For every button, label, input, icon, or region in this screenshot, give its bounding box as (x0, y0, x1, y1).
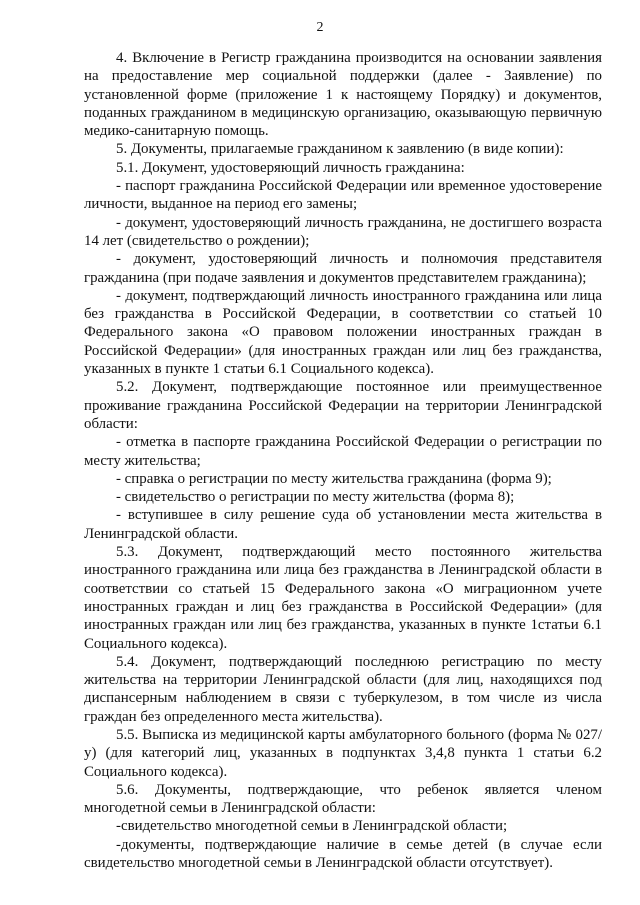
page-number: 2 (316, 20, 324, 35)
paragraph-5-4-last-registration: 5.4. Документ, подтверждающий последнюю регистрацию по месту жительства на территории Ленинградской области (для лиц, находящихся под диспансерным наблюдением в связи с туберкулезом, в том числе из числа граждан без определенного места жительства). (84, 653, 602, 725)
paragraph-5-attached-documents: 5. Документы, прилагаемые гражданином к заявлению (в виде копии): (116, 141, 564, 158)
list-item-birth-certificate: - документ, удостоверяющий личность гражданина, не достигшего возраста 14 лет (свидетельство о рождении); (84, 214, 602, 249)
paragraph-5-5-medical-record-extract: 5.5. Выписка из медицинской карты амбулаторного больного (форма № 027/у) (для категорий лиц, указанных в подпунктах 3,4,8 пункта 1 статьи 6.2 Социального кодекса). (84, 726, 602, 780)
list-item-court-decision: - вступившее в силу решение суда об установлении места жительства в Ленинградской области. (84, 507, 602, 542)
list-item-foreign-citizen-document: - документ, подтверждающий личность иностранного гражданина или лица без гражданства в Российской Федерации, в соответствии со статьей 10 Федерального закона «О правовом положении иностранных граждан в Российской Федерации» (для иностранных граждан или лиц без гражданства, указанных в пункте 1 статьи 6.1 Социального кодекса). (84, 287, 602, 378)
list-item-passport: - паспорт гражданина Российской Федерации или временное удостоверение личности, выданное на период его замены; (84, 178, 602, 213)
list-item-registration-certificate-form-9: - справка о регистрации по месту жительства гражданина (форма 9); (116, 470, 552, 487)
paragraph-5-6-large-family-documents: 5.6. Документы, подтверждающие, что ребенок является членом многодетной семьи в Ленинградской области: (84, 781, 602, 817)
paragraph-5-1-identity-document: 5.1. Документ, удостоверяющий личность гражданина: (116, 159, 465, 176)
list-item-large-family-certificate: -свидетельство многодетной семьи в Ленинградской области; (116, 818, 508, 835)
list-item-children-documents: -документы, подтверждающие наличие в семье детей (в случае если свидетельство многодетной семьи в Ленинградской области отсутствует). (84, 836, 602, 872)
paragraph-4-registry-inclusion: 4. Включение в Регистр гражданина производится на основании заявления на предоставление мер социальной поддержки (далее - Заявление) по установленной форме (приложение 1 к настоящему Порядку) и документов, поданных гражданином в медицинскую организацию, оказывающую первичную медико-санитарную помощь. (84, 50, 602, 140)
paragraph-5-2-residence-document: 5.2. Документ, подтверждающие постоянное или преимущественное проживание гражданина Российской Федерации на территории Ленинградской области: (84, 379, 602, 432)
paragraph-5-3-foreign-residence: 5.3. Документ, подтверждающий место постоянного жительства иностранного гражданина или лица без гражданства в Ленинградской области в соответствии со статьей 15 Федерального закона «О миграционном учете иностранных граждан и лиц без гражданства в Российской Федерации» (для иностранных граждан или лиц без гражданства, указанных в пункте 1статьи 6.1 Социального кодекса). (84, 544, 602, 652)
document-body (84, 49, 602, 872)
list-item-representative-document: - документ, удостоверяющий личность и полномочия представителя гражданина (при подаче заявления и документов представителем гражданина); (84, 251, 602, 286)
list-item-passport-registration-mark: - отметка в паспорте гражданина Российской Федерации о регистрации по месту жительства; (84, 434, 602, 469)
list-item-registration-certificate-form-8: - свидетельство о регистрации по месту жительства (форма 8); (116, 489, 515, 506)
